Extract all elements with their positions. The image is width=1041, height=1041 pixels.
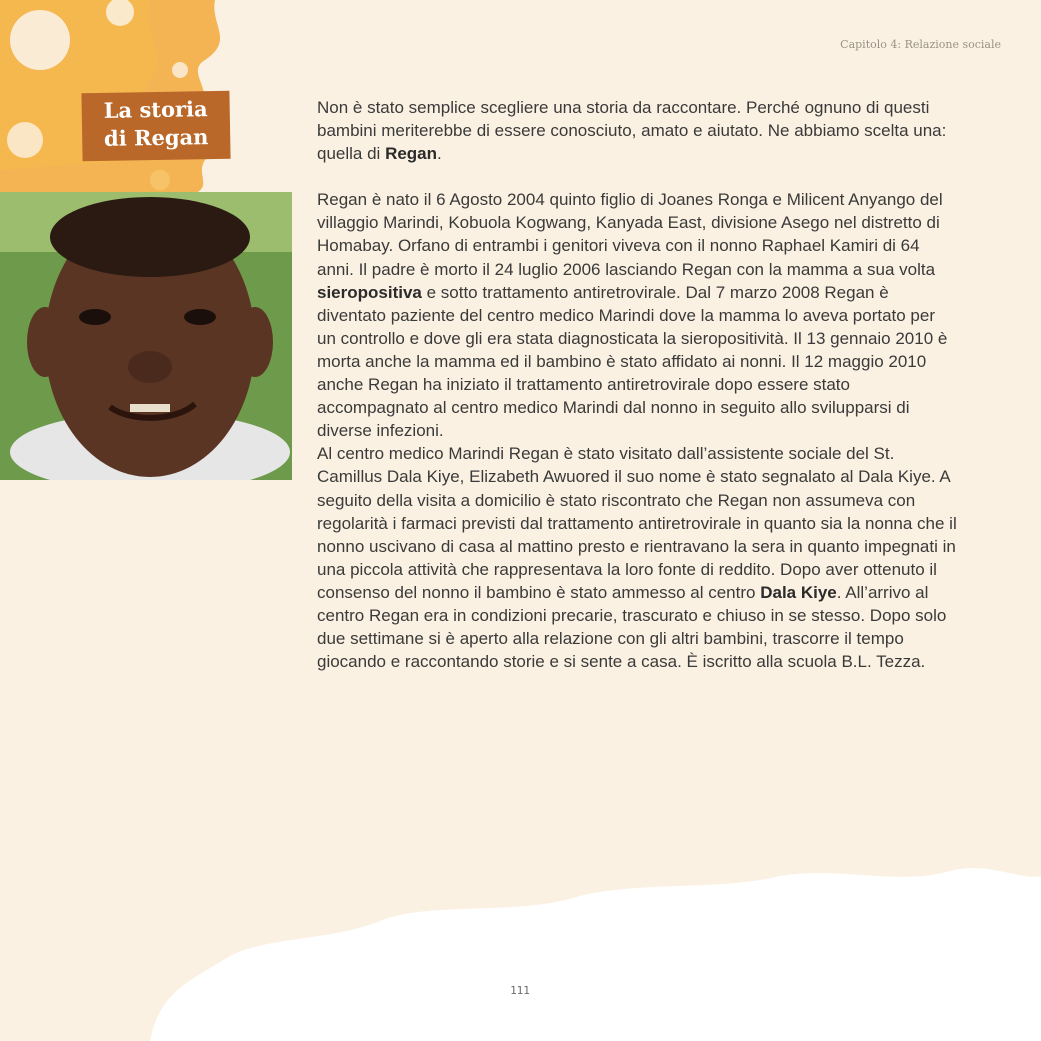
paragraph-text: Non è stato semplice scegliere una storia da raccontare. Perché ognuno di questi bambini meriterebbe di essere conosciuto, amato e aiutato. Ne abbiamo scelta una: quella di [317, 98, 947, 164]
highlight-seropositive: sieropositiva [317, 282, 422, 302]
paragraph-intro [317, 96, 957, 165]
paragraph-care [317, 442, 957, 673]
article-body [317, 96, 957, 696]
paragraph-text: . [437, 144, 442, 164]
title-line-2: di Regan [103, 124, 209, 151]
story-title [81, 91, 230, 162]
paragraph-history [317, 188, 957, 442]
paragraph-text: . All’arrivo al centro Regan era in condizioni precarie, trascurato e chiuso in se stesso. Dopo solo due settimane si è aperto alla relazione con gli altri bambini, trascorre il tempo giocando e raccontando storie e si sente a casa. È iscritto alla scuola B.L. Tezza. [317, 582, 947, 672]
highlight-dala-kiye: Dala Kiye [760, 582, 837, 602]
paragraph-text: e sotto trattamento antiretrovirale. Dal 7 marzo 2008 Regan è diventato paziente del centro medico Marindi dove la mamma lo aveva portato per un controllo e dove gli era stata diagnosticata la sieropositività. Il 13 gennaio 2010 è morta anche la mamma ed il bambino è stato affidato ai nonni. Il 12 maggio 2010 anche Regan ha iniziato il trattamento antiretrovirale dopo essere stato accompagnato al centro medico Marindi dal nonno in seguito allo svilupparsi di diverse infezioni. [317, 282, 948, 441]
paragraph-text: Al centro medico Marindi Regan è stato visitato dall’assistente sociale del St. Camillus Dala Kiye, Elizabeth Awuored il suo nome è stato segnalato al Dala Kiye. A seguito della visita a domicilio è stato riscontrato che Regan non assumeva con regolarità i farmaci previsti dal trattamento antiretrovirale in quanto sia la nonna che il nonno uscivano di casa al mattino presto e rientravano la sera in quanto impegnati in una piccola attività che rappresentava la loro fonte di reddito. Dopo aver ottenuto il consenso del nonno il bambino è stato ammesso al centro [317, 444, 957, 602]
bottom-white-wash [0, 861, 1041, 1041]
highlight-regan: Regan [385, 144, 438, 164]
title-line-1: La storia [103, 96, 208, 123]
chapter-header: Capitolo 4: Relazione sociale [840, 38, 1001, 51]
page-number: 111 [510, 984, 530, 997]
portrait-photo [0, 192, 292, 480]
paragraph-text: Regan è nato il 6 Agosto 2004 quinto figlio di Joanes Ronga e Milicent Anyango del villaggio Marindi, Kobuola Kogwang, Kanyada East, divisione Asego nel distretto di Homabay. Orfano di entrambi i genitori viveva con il nonno Raphael Kamiri di 64 anni. Il padre è morto il 24 luglio 2006 lasciando Regan con la mamma a sua volta [317, 190, 943, 279]
